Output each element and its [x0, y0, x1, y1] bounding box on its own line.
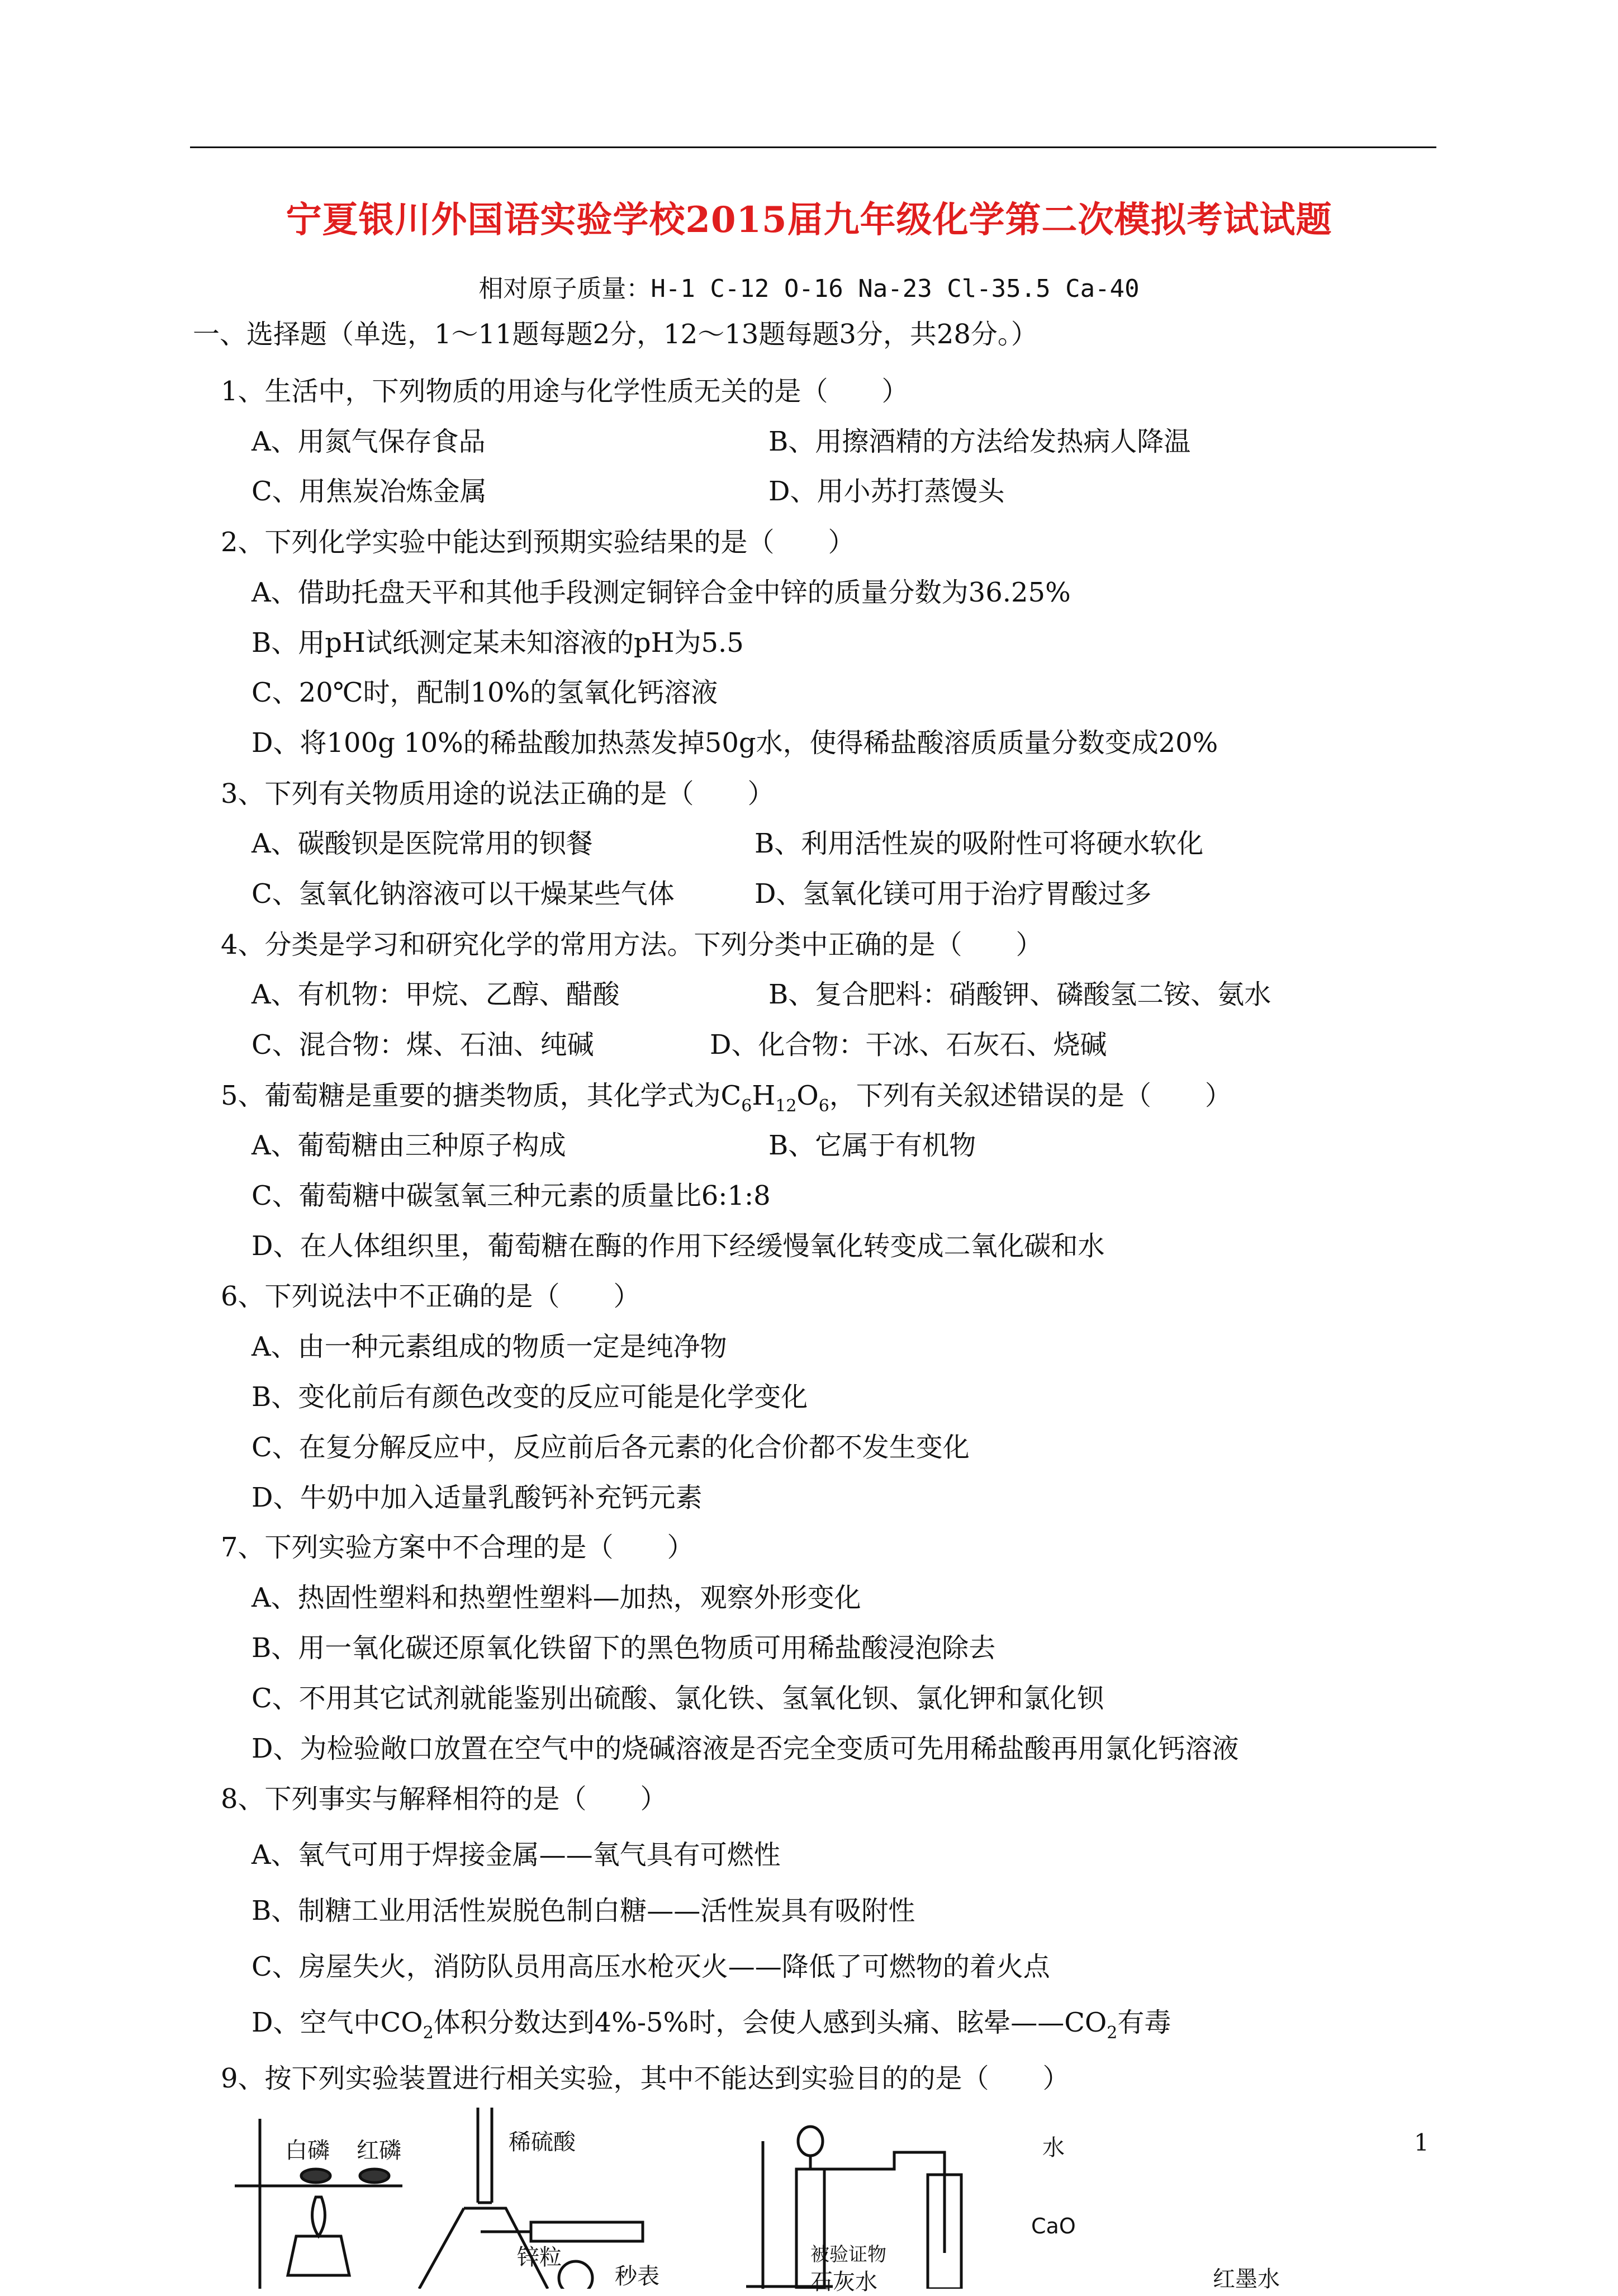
q5-option-d: D、在人体组织里，葡萄糖在酶的作用下经缓慢氧化转变成二氧化碳和水	[252, 1230, 1105, 1262]
q7-stem: 7、下列实验方案中不合理的是（ ）	[221, 1532, 694, 1563]
q9-apparatus-figure	[218, 2108, 1420, 2295]
q8-option-a: A、氧气可用于焊接金属——氧气具有可燃性	[252, 1839, 781, 1871]
q6-stem: 6、下列说法中不正确的是（ ）	[221, 1281, 640, 1312]
q8-stem: 8、下列事实与解释相符的是（ ）	[221, 1783, 667, 1815]
q4-option-c: C、混合物：煤、石油、纯碱	[252, 1029, 594, 1061]
q4-stem: 4、分类是学习和研究化学的常用方法。下列分类中正确的是（ ）	[221, 929, 1043, 960]
q9-stem: 9、按下列实验装置进行相关实验，其中不能达到实验目的的是（ ）	[221, 2063, 1070, 2094]
q2-stem: 2、下列化学实验中能达到预期实验结果的是（ ）	[221, 527, 855, 558]
q5-option-b: B、它属于有机物	[768, 1130, 976, 1161]
q5-stem: 5、葡萄糖是重要的搪类物质，其化学式为$C_6H_{12}O_6$，下列有关叙述错误的是（ ）	[221, 1080, 1232, 1116]
page-number: 1	[1414, 2129, 1429, 2156]
q7-option-a: A、热固性塑料和热塑性塑料—加热，观察外形变化	[252, 1582, 861, 1613]
q8-option-b: B、制糖工业用活性炭脱色制白糖——活性炭具有吸附性	[252, 1895, 915, 1926]
q8-option-d: D、空气中$CO_2$体积分数达到4%-5%时，会使人感到头痛、眩晕$——CO_2$有毒	[252, 2007, 1171, 2043]
q1-option-b: B、用擦酒精的方法给发热病人降温	[768, 426, 1191, 457]
q2-option-d: D、将100g 10%的稀盐酸加热蒸发掉50g水，使得稀盐酸溶质质量分数变成20%	[252, 727, 1218, 759]
q4-option-d: D、化合物：干冰、石灰石、烧碱	[710, 1029, 1107, 1061]
q7-option-b: B、用一氧化碳还原氧化铁留下的黑色物质可用稀盐酸浸泡除去	[252, 1632, 996, 1664]
q7-option-d: D、为检验敞口放置在空气中的烧碱溶液是否完全变质可先用稀盐酸再用氯化钙溶液	[252, 1733, 1239, 1764]
q2-option-b: B、用pH试纸测定某未知溶液的pH为5.5	[252, 627, 744, 659]
label-red-phosphorus: 红磷	[357, 2138, 401, 2164]
q3-option-b: B、利用活性炭的吸附性可将硬水软化	[755, 828, 1204, 859]
q5-option-c: C、葡萄糖中碳氢氧三种元素的质量比6:1:8	[252, 1180, 771, 1211]
q6-option-d: D、牛奶中加入适量乳酸钙补充钙元素	[252, 1482, 703, 1513]
atomic-masses: 相对原子质量：H-1 C-12 O-16 Na-23 Cl-35.5 Ca-40	[478, 274, 1140, 303]
q7-option-c: C、不用其它试剂就能鉴别出硫酸、氯化铁、氢氧化钡、氯化钾和氯化钡	[252, 1683, 1104, 1714]
q6-option-b: B、变化前后有颜色改变的反应可能是化学变化	[252, 1381, 808, 1413]
label-limewater: 石灰水	[810, 2269, 877, 2295]
label-white-phosphorus: 白磷	[285, 2138, 330, 2164]
label-dilute-sulfuric-acid: 稀硫酸	[509, 2129, 576, 2155]
label-tested-substance: 被验证物	[810, 2243, 886, 2266]
q1-option-c: C、用焦炭冶炼金属	[252, 476, 487, 507]
q5-option-a: A、葡萄糖由三种原子构成	[252, 1130, 566, 1161]
q3-stem: 3、下列有关物质用途的说法正确的是（ ）	[221, 778, 775, 809]
q3-option-d: D、氢氧化镁可用于治疗胃酸过多	[755, 878, 1152, 910]
q4-option-b: B、复合肥料：硝酸钾、磷酸氢二铵、氨水	[768, 979, 1271, 1010]
q1-stem: 1、生活中，下列物质的用途与化学性质无关的是（ ）	[221, 376, 909, 407]
q1-option-a: A、用氮气保存食品	[252, 426, 486, 457]
q3-option-c: C、氢氧化钠溶液可以干燥某些气体	[252, 878, 675, 910]
q4-option-a: A、有机物：甲烷、乙醇、醋酸	[252, 979, 620, 1010]
label-red-ink: 红墨水	[1213, 2266, 1280, 2292]
label-water: 水	[1042, 2135, 1065, 2161]
exam-title: 宁夏银川外国语实验学校2015届九年级化学第二次模拟考试试题	[286, 199, 1332, 241]
q1-option-d: D、用小苏打蒸馒头	[768, 476, 1005, 507]
q6-option-a: A、由一种元素组成的物质一定是纯净物	[252, 1331, 727, 1362]
label-stopwatch: 秒表	[615, 2264, 659, 2289]
q6-option-c: C、在复分解反应中，反应前后各元素的化合价都不发生变化	[252, 1432, 970, 1463]
label-zinc-granules: 锌粒	[517, 2245, 562, 2270]
section-heading: 一、选择题（单选，1～11题每题2分，12～13题每题3分，共28分。）	[193, 319, 1038, 350]
q8-option-c: C、房屋失火，消防队员用高压水枪灭火——降低了可燃物的着火点	[252, 1951, 1050, 1982]
header-rule	[190, 146, 1436, 148]
q3-option-a: A、碳酸钡是医院常用的钡餐	[252, 828, 593, 859]
label-cao: CaO	[1031, 2214, 1076, 2238]
q2-option-c: C、20℃时，配制10%的氢氧化钙溶液	[252, 677, 718, 708]
q2-option-a: A、借助托盘天平和其他手段测定铜锌合金中锌的质量分数为36.25%	[252, 577, 1071, 608]
